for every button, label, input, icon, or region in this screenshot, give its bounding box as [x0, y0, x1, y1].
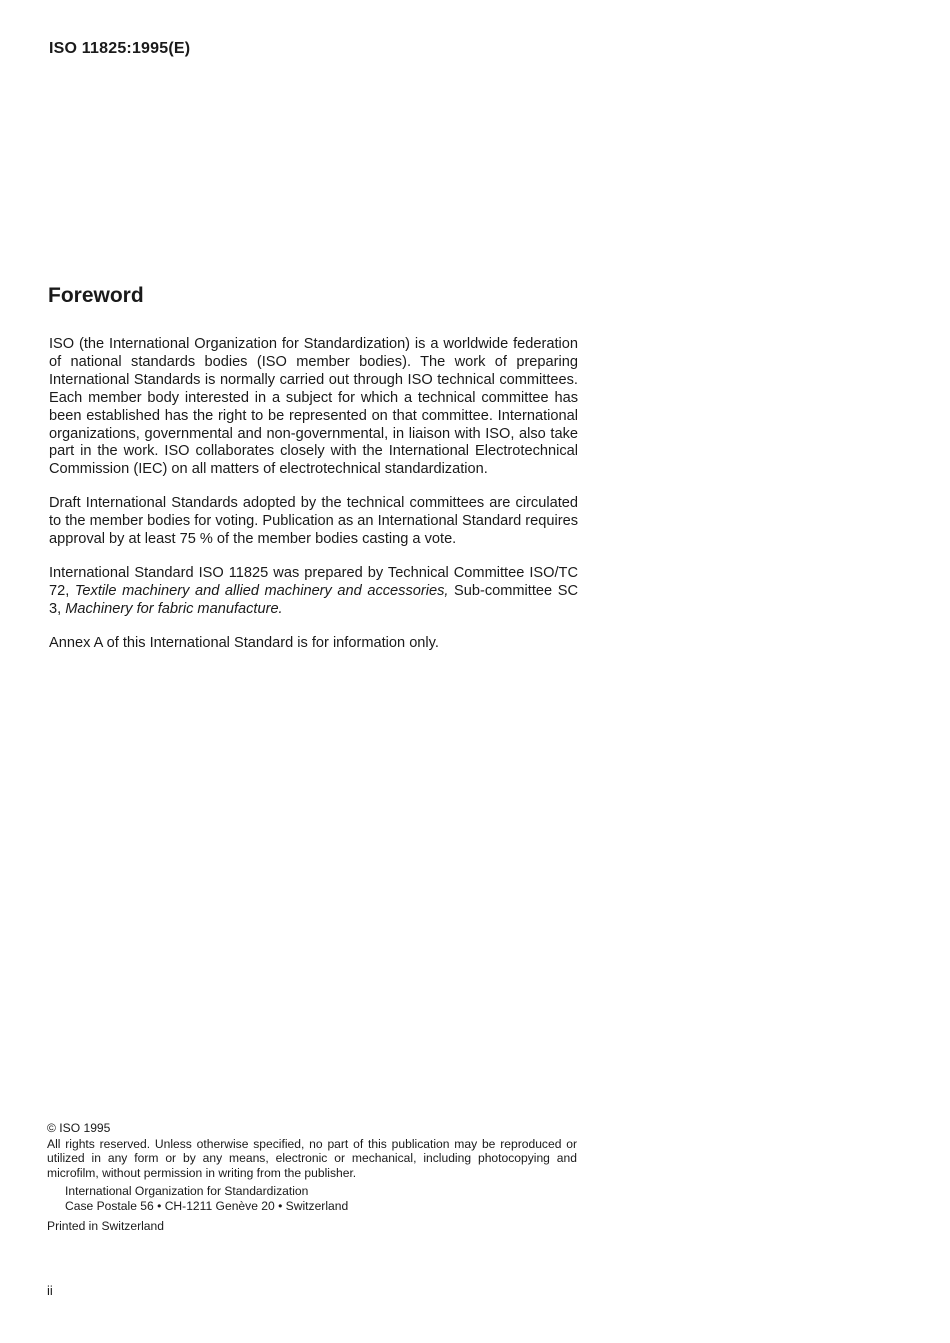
publisher-postal-address: Case Postale 56 • CH-1211 Genève 20 • Switzerland	[65, 1198, 349, 1213]
foreword-heading: Foreword	[48, 284, 144, 307]
foreword-paragraph-3	[49, 565, 578, 619]
paragraph-3-text-a: International Standard ISO 11825 was prepared by Technical Committee ISO/TC 72,	[49, 564, 578, 599]
subcommittee-title: Machinery for fabric manufacture.	[65, 600, 283, 617]
paragraph-3-text-b: Sub-committee SC 3,	[49, 582, 578, 617]
committee-title: Textile machinery and allied machinery and accessories,	[74, 582, 449, 599]
printed-in: Printed in Switzerland	[47, 1218, 164, 1233]
foreword-paragraph-4: Annex A of this International Standard is for information only.	[49, 634, 439, 651]
foreword-body	[49, 336, 578, 669]
copyright-notice: All rights reserved. Unless otherwise specified, no part of this publication may be reproduced or utilized in any form or by any means, electronic or mechanical, including photocopying and microfilm, without permission in writing from the publisher.	[47, 1136, 577, 1180]
foreword-paragraph-1: ISO (the International Organization for Standardization) is a worldwide federation of national standards bodies (ISO member bodies). The work of preparing International Standards is normally carried out through ISO technical committees. Each member body interested in a subject for which a technical committee has been established has the right to be represented on that committee. International organizations, governmental and non-governmental, in liaison with ISO, also take part in the work. ISO collaborates closely with the International Electrotechnical Commission (IEC) on all matters of electrotechnical standardization.	[49, 336, 578, 478]
page-number: ii	[47, 1283, 53, 1298]
document-identifier: ISO 11825:1995(E)	[49, 40, 191, 57]
publisher-address	[47, 1184, 577, 1213]
publisher-name: International Organization for Standardization	[65, 1184, 309, 1199]
copyright-block	[47, 1121, 577, 1233]
foreword-paragraph-2: Draft International Standards adopted by the technical committees are circulated to the member bodies for voting. Publication as an International Standard requires approval by at least 75 % of the member bodies casting a vote.	[49, 495, 578, 548]
copyright-line: © ISO 1995	[47, 1121, 111, 1135]
